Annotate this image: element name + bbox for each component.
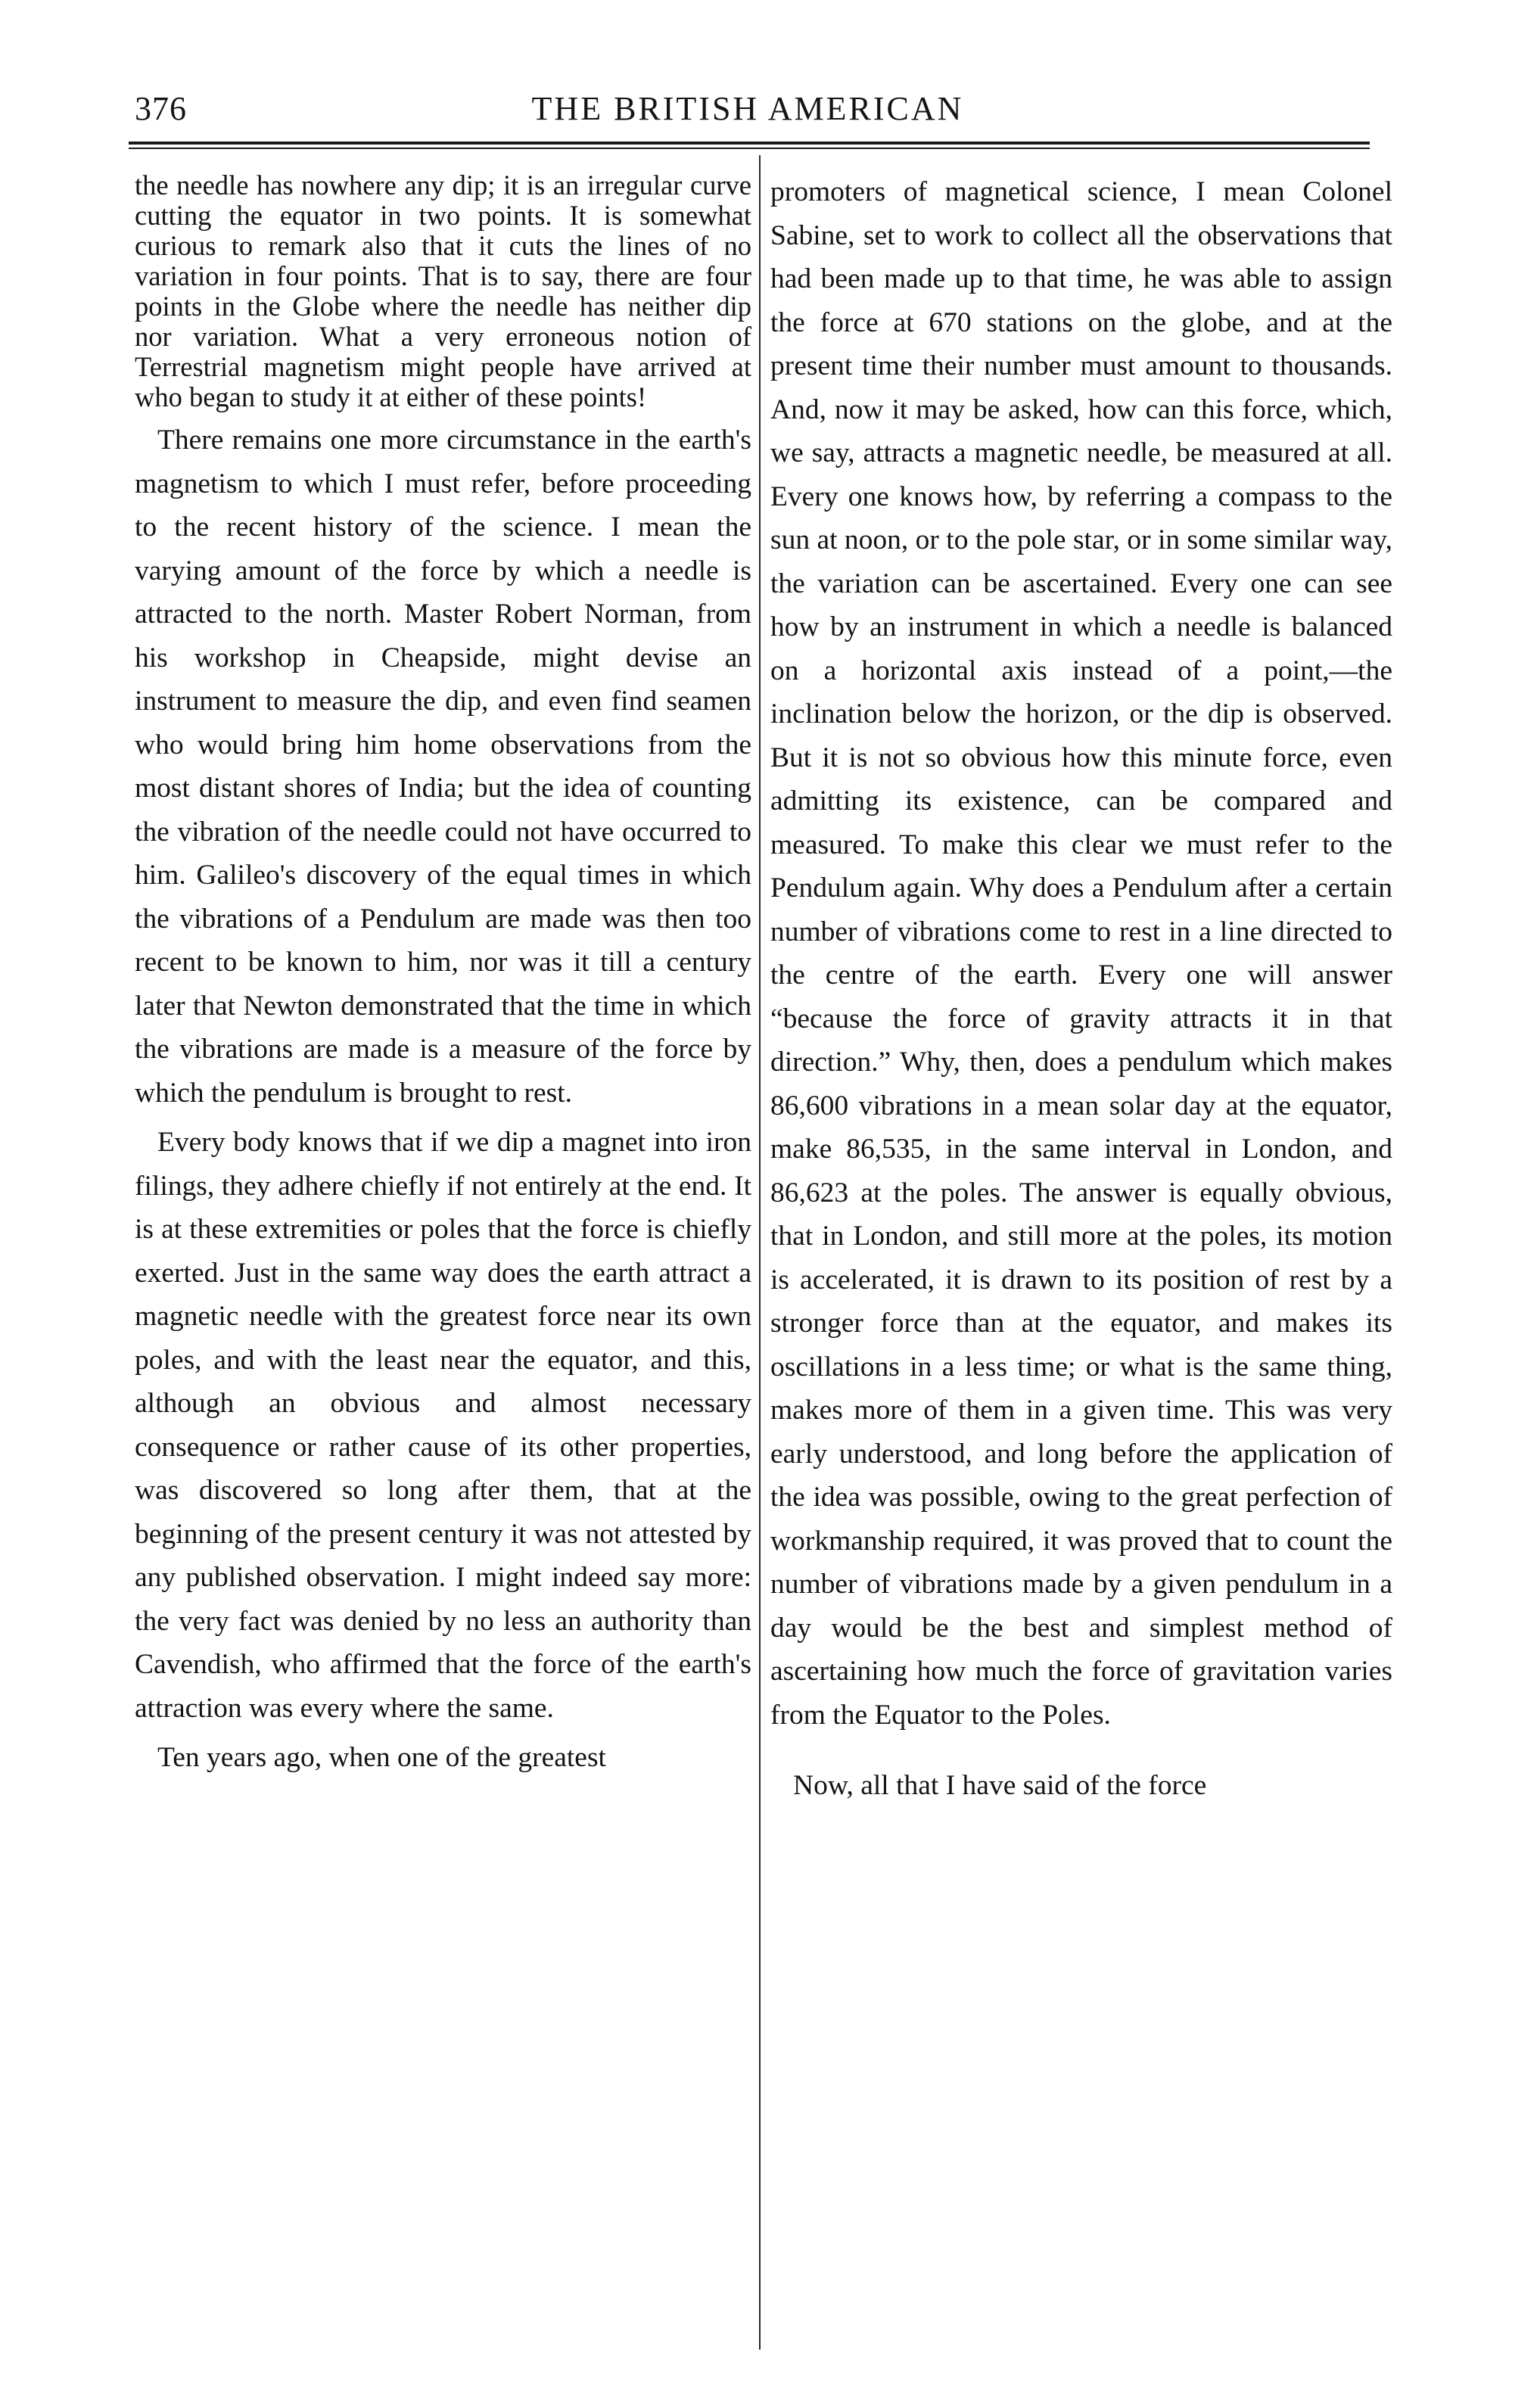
left-paragraph-1: the needle has nowhere any dip; it is an irregular curve cutting the equator in two points. It is somewhat curious to remark also that it cuts the lines of no variation in four points. That is to say, there are four points in the Globe where the needle has neither dip nor variation. What a very erroneous notion of Terrestrial magnetism might people have arrived at who began to study it at either of these points!: [135, 170, 751, 412]
running-title: THE BRITISH AMERICAN: [531, 90, 964, 127]
left-paragraph-2: There remains one more circumstance in the earth's magnetism to which I must refer, before proceeding to the recent history of the science. I mean the varying amount of the force by which a needle is attracted to the north. Master Robert Norman, from his workshop in Cheapside, might devise an instrument to measure the dip, and even find seamen who would bring him home observations from the most distant shores of India; but the idea of counting the vibration of the needle could not have occurred to him. Galileo's discovery of the equal times in which the vibrations of a Pendulum are made was then too recent to be known to him, nor was it till a century later that Newton demonstrated that the time in which the vibrations are made is a measure of the force by which the pendulum is brought to rest.: [135, 425, 751, 1109]
page-header: [135, 89, 1361, 135]
right-paragraph-2: Now, all that I have said of the force: [793, 1770, 1207, 1801]
column-divider: [759, 155, 761, 2350]
left-paragraph-3: Every body knows that if we dip a magnet into iron filings, they adhere chiefly if not entirely at the end. It is at these extremities or poles that the force is chiefly exerted. Just in the same way does the earth attract a magnetic needle with the greatest force near its own poles, and with the least near the equator, and this, although an obvious and almost necessary consequence or rather cause of its other properties, was discovered so long after them, that at the beginning of the present century it was not attested by any published observation. I might indeed say more: the very fact was denied by no less an authority than Cavendish, who affirmed that the force of the earth's attraction was every where the same.: [135, 1127, 751, 1724]
right-column: [770, 170, 1392, 2357]
header-rule-thin: [129, 148, 1370, 149]
left-paragraph-4: Ten years ago, when one of the greatest: [157, 1742, 606, 1773]
header-rule-thick: [129, 142, 1370, 145]
left-column: [135, 170, 751, 2357]
right-paragraph-1: promoters of magnetical science, I mean Colonel Sabine, set to work to collect all the observations that had been made up to that time, he was able to assign the force at 670 stations on the globe, and at the present time their number must amount to thousands. And, now it may be asked, how can this force, which, we say, attracts a magnetic needle, be measured at all. Every one knows how, by referring a compass to the sun at noon, or to the pole star, or in some similar way, the variation can be ascertained. Every one can see how by an instrument in which a needle is balanced on a horizontal axis instead of a point,—the inclination below the horizon, or the dip is observed. But it is not so obvious how this minute force, even admitting its existence, can be compared and measured. To make this clear we must refer to the Pendulum again. Why does a Pendulum after a certain number of vibrations come to rest in a line directed to the centre of the earth. Every one will answer “because the force of gravity attracts it in that direction.” Why, then, does a pendulum which makes 86,600 vibrations in a mean solar day at the equator, make 86,535, in the same interval in London, and 86,623 at the poles. The answer is equally obvious, that in London, and still more at the poles, its motion is accelerated, it is drawn to its position of rest by a stronger force than at the equator, and makes its oscillations in a less time; or what is the same thing, makes more of them in a given time. This was very early understood, and long before the application of the idea was possible, owing to the great perfection of workmanship required, it was proved that to count the number of vibrations made by a given pendulum in a day would be the best and simplest method of ascertaining how much the force of gravitation varies from the Equator to the Poles.: [770, 176, 1392, 1731]
page-number: 376: [135, 90, 187, 127]
